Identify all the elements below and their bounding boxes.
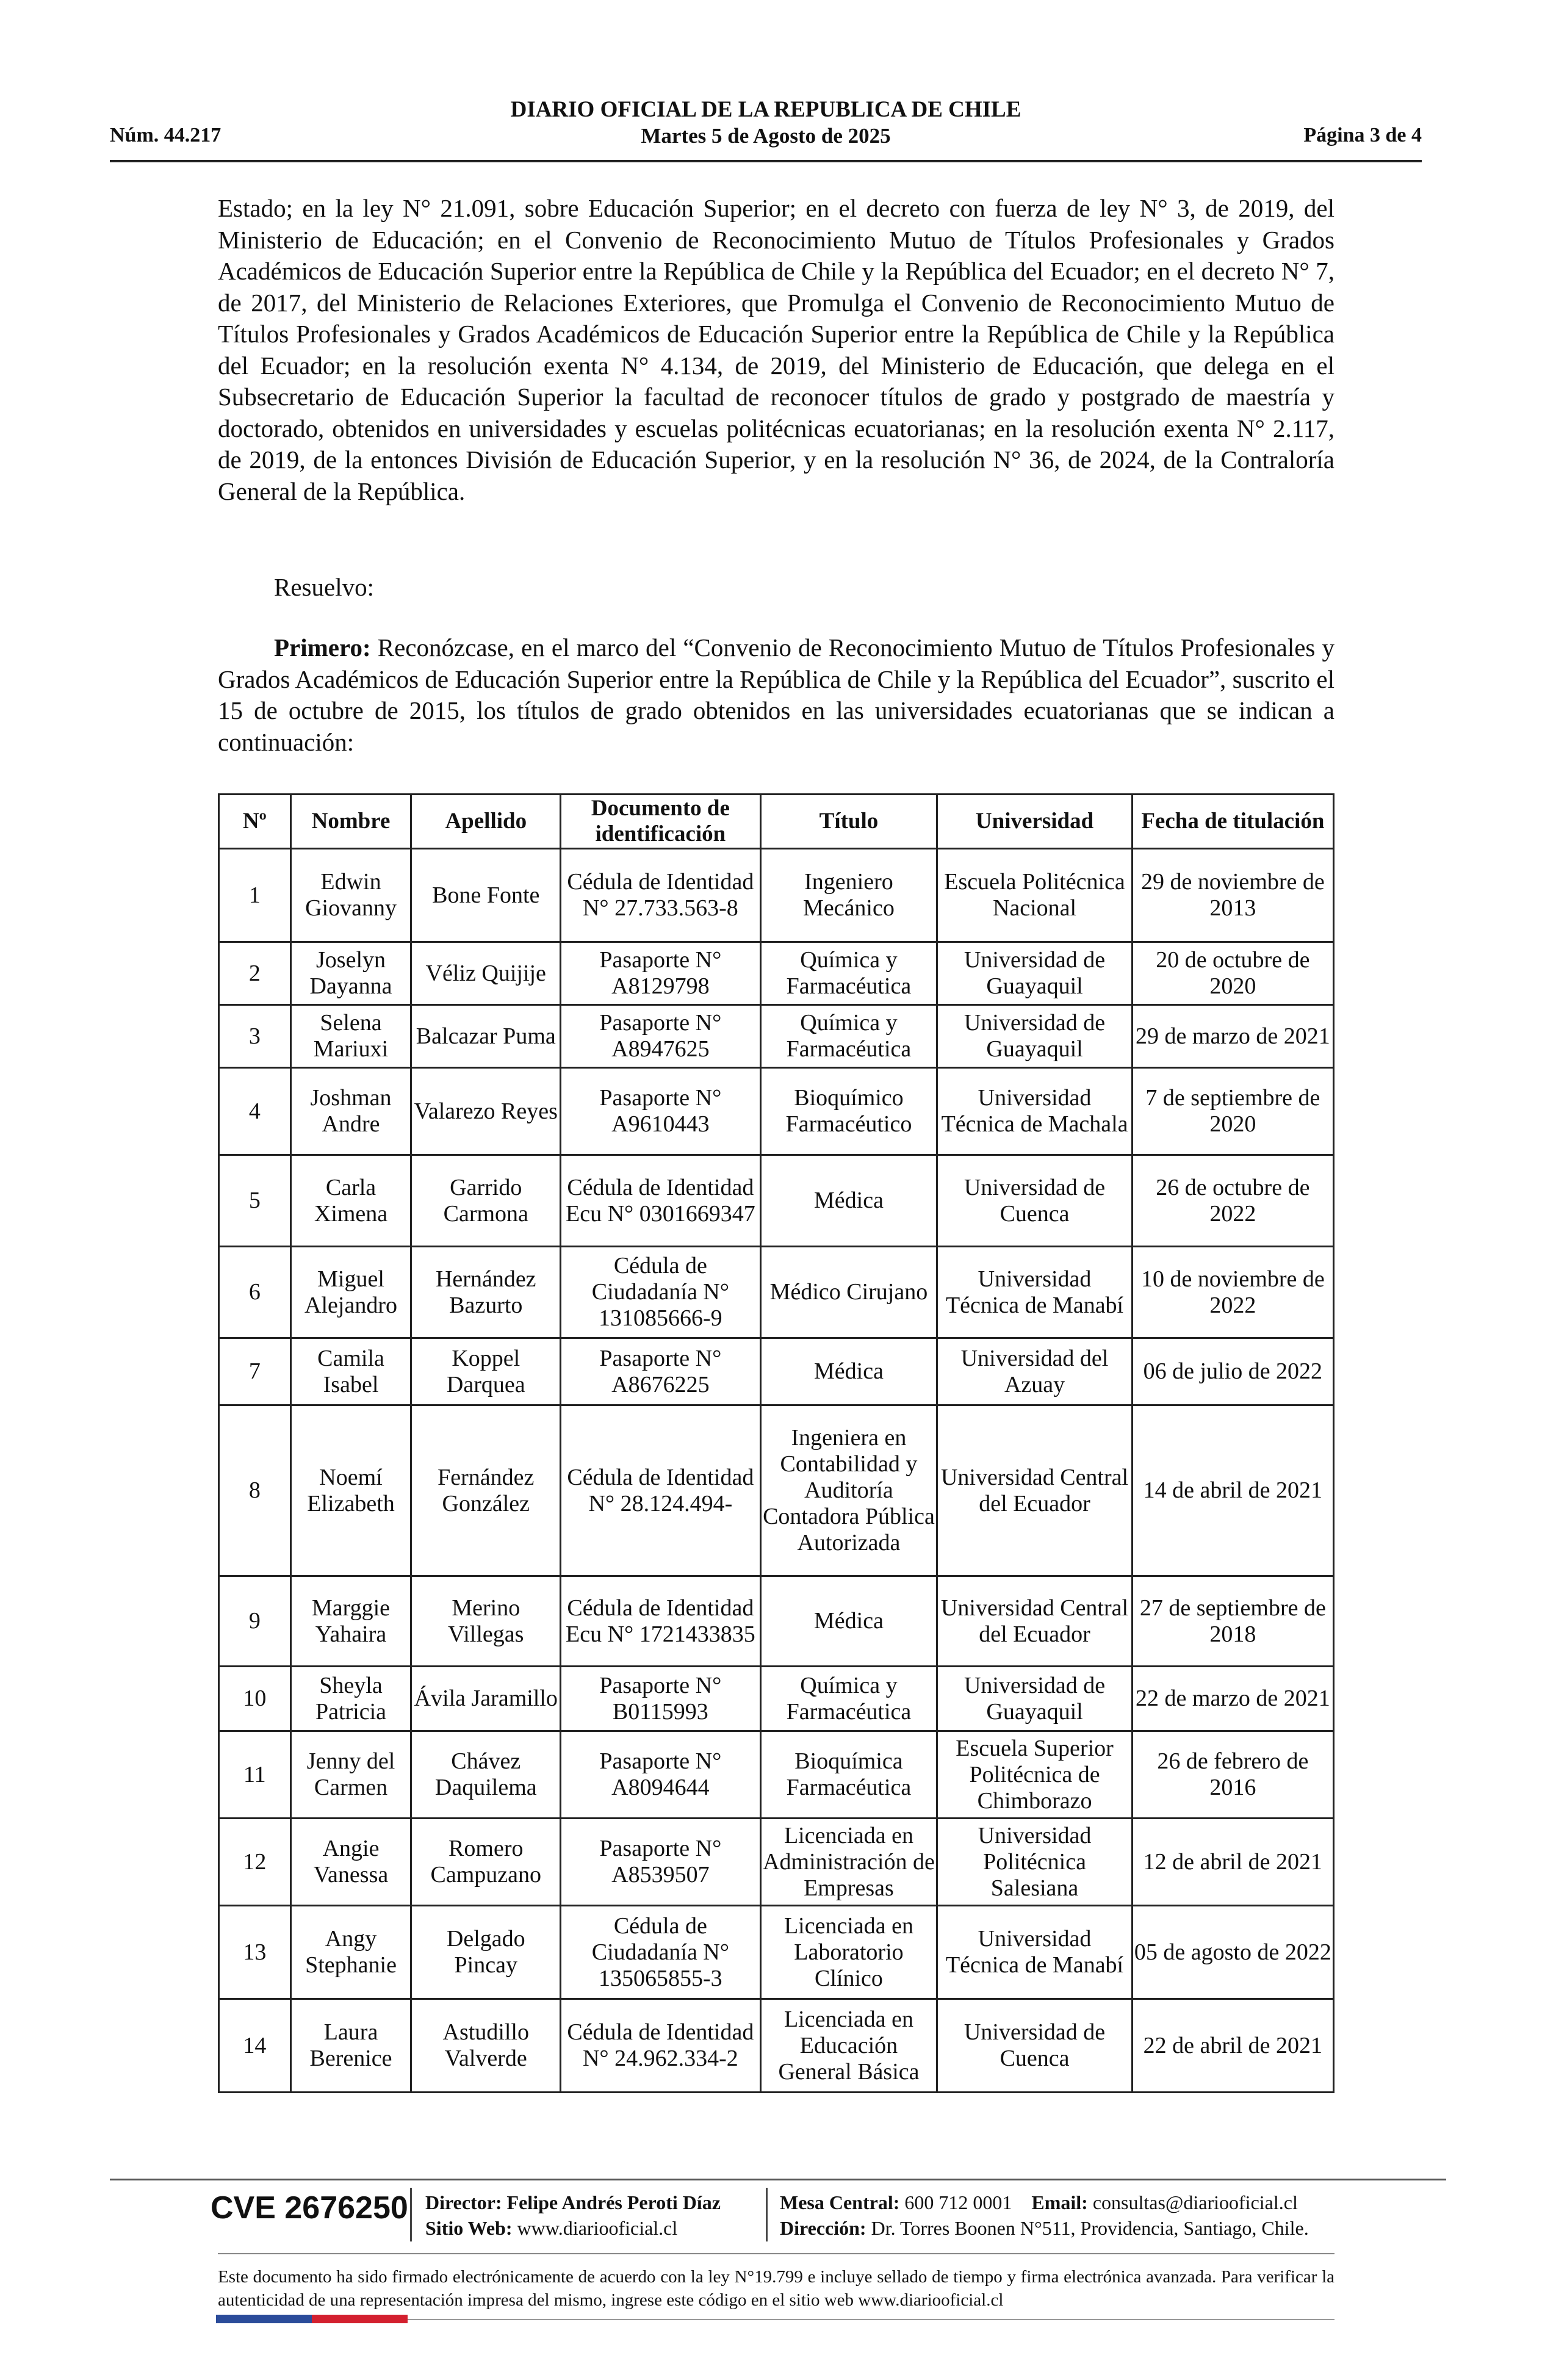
degree-cell: Médica	[760, 1155, 937, 1247]
first-name-cell: Selena Mariuxi	[290, 1005, 411, 1068]
table-row	[219, 942, 1334, 1005]
address-value: Dr. Torres Boonen N°511, Providencia, Santiago, Chile.	[871, 2217, 1309, 2239]
row-number-cell: 9	[219, 1576, 291, 1667]
email-link[interactable]: consultas@diariooficial.cl	[1092, 2191, 1298, 2213]
first-name-cell: Laura Berenice	[290, 1999, 411, 2093]
row-number-cell: 5	[219, 1155, 291, 1247]
table-row	[219, 1338, 1334, 1405]
row-number-cell: 3	[219, 1005, 291, 1068]
degree-cell: Licenciada en Laboratorio Clínico	[760, 1906, 937, 1999]
row-number-cell: 4	[219, 1068, 291, 1155]
university-cell: Universidad de Guayaquil	[937, 1005, 1132, 1068]
graduation-date-cell: 26 de octubre de 2022	[1132, 1155, 1333, 1247]
director-value: Felipe Andrés Peroti Díaz	[506, 2191, 721, 2213]
graduation-date-cell: 05 de agosto de 2022	[1132, 1906, 1333, 1999]
last-name-cell: Delgado Pincay	[411, 1906, 561, 1999]
degree-cell: Médico Cirujano	[760, 1247, 937, 1338]
university-cell: Universidad del Azuay	[937, 1338, 1132, 1405]
last-name-cell: Valarezo Reyes	[411, 1068, 561, 1155]
table-row	[219, 1005, 1334, 1068]
header-cell: Fecha de titulación	[1132, 795, 1333, 849]
university-cell: Universidad de Guayaquil	[937, 942, 1132, 1005]
id-document-cell: Cédula de Identidad Ecu N° 0301669347	[561, 1155, 760, 1247]
last-name-cell: Hernández Bazurto	[411, 1247, 561, 1338]
table-row	[219, 1247, 1334, 1338]
degree-cell: Bioquímico Farmacéutico	[760, 1068, 937, 1155]
footer-contact-block	[780, 2190, 1309, 2241]
university-cell: Universidad Técnica de Manabí	[937, 1247, 1132, 1338]
primero-label: Primero:	[274, 633, 371, 662]
address-label: Dirección:	[780, 2217, 866, 2239]
last-name-cell: Romero Campuzano	[411, 1819, 561, 1906]
id-document-cell: Pasaporte N° A8947625	[561, 1005, 760, 1068]
last-name-cell: Astudillo Valverde	[411, 1999, 561, 2093]
first-name-cell: Joselyn Dayanna	[290, 942, 411, 1005]
footer-separator	[410, 2188, 412, 2241]
id-document-cell: Pasaporte N° A8539507	[561, 1819, 760, 1906]
table-row	[219, 1819, 1334, 1906]
degree-cell: Ingeniero Mecánico	[760, 849, 937, 942]
graduation-date-cell: 22 de abril de 2021	[1132, 1999, 1333, 2093]
table-row	[219, 1731, 1334, 1819]
graduation-date-cell: 10 de noviembre de 2022	[1132, 1247, 1333, 1338]
publication-title: DIARIO OFICIAL DE LA REPUBLICA DE CHILE	[510, 97, 1021, 122]
first-name-cell: Angie Vanessa	[290, 1819, 411, 1906]
mesa-label: Mesa Central:	[780, 2191, 900, 2213]
university-cell: Escuela Politécnica Nacional	[937, 849, 1132, 942]
last-name-cell: Fernández González	[411, 1405, 561, 1576]
first-name-cell: Carla Ximena	[290, 1155, 411, 1247]
university-cell: Universidad Central del Ecuador	[937, 1405, 1132, 1576]
first-name-cell: Noemí Elizabeth	[290, 1405, 411, 1576]
id-document-cell: Pasaporte N° B0115993	[561, 1667, 760, 1731]
page-header	[110, 92, 1422, 162]
header-cell: Título	[760, 795, 937, 849]
id-document-cell: Pasaporte N° A9610443	[561, 1068, 760, 1155]
graduation-date-cell: 22 de marzo de 2021	[1132, 1667, 1333, 1731]
row-number-cell: 1	[219, 849, 291, 942]
id-document-cell: Cédula de Identidad N° 28.124.494-	[561, 1405, 760, 1576]
university-cell: Universidad Técnica de Manabí	[937, 1906, 1132, 1999]
row-number-cell: 6	[219, 1247, 291, 1338]
first-name-cell: Camila Isabel	[290, 1338, 411, 1405]
graduation-date-cell: 29 de noviembre de 2013	[1132, 849, 1333, 942]
first-name-cell: Marggie Yahaira	[290, 1576, 411, 1667]
table-row	[219, 1576, 1334, 1667]
page-number: Página 3 de 4	[1303, 124, 1422, 146]
footer-divider	[110, 2179, 1446, 2180]
director-label: Director:	[425, 2191, 502, 2213]
row-number-cell: 13	[219, 1906, 291, 1999]
university-cell: Escuela Superior Politécnica de Chimborazo	[937, 1731, 1132, 1819]
id-document-cell: Cédula de Identidad N° 27.733.563-8	[561, 849, 760, 942]
graduation-date-cell: 27 de septiembre de 2018	[1132, 1576, 1333, 1667]
row-number-cell: 12	[219, 1819, 291, 1906]
header-cell: Apellido	[411, 795, 561, 849]
graduation-date-cell: 14 de abril de 2021	[1132, 1405, 1333, 1576]
graduation-date-cell: 29 de marzo de 2021	[1132, 1005, 1333, 1068]
id-document-cell: Pasaporte N° A8676225	[561, 1338, 760, 1405]
last-name-cell: Balcazar Puma	[411, 1005, 561, 1068]
id-document-cell: Pasaporte N° A8094644	[561, 1731, 760, 1819]
last-name-cell: Véliz Quijije	[411, 942, 561, 1005]
flag-red-stripe	[312, 2315, 408, 2323]
footer-director-block	[425, 2190, 721, 2241]
signature-disclaimer: Este documento ha sido firmado electrónicamente de acuerdo con la ley N°19.799 e incluye sellado de tiempo y firma electrónica avanzada. Para verificar la autenticidad de una representación impresa del mismo, ingrese este código en el sitio web www.diariooficial.cl	[218, 2267, 1334, 2310]
university-cell: Universidad de Cuenca	[937, 1999, 1132, 2093]
row-number-cell: 8	[219, 1405, 291, 1576]
degree-cell: Química y Farmacéutica	[760, 1667, 937, 1731]
issue-date: Martes 5 de Agosto de 2025	[641, 124, 891, 148]
id-document-cell: Cédula de Identidad N° 24.962.334-2	[561, 1999, 760, 2093]
university-cell: Universidad de Cuenca	[937, 1155, 1132, 1247]
considerations-paragraph: Estado; en la ley N° 21.091, sobre Educación Superior; en el decreto con fuerza de ley N° 3, de 2019, del Ministerio de Educación; en el Convenio de Reconocimiento Mutuo de Títulos Profesionales y Grados Académicos de Educación Superior entre la República de Chile y la República del Ecuador; en el decreto N° 7, de 2017, del Ministerio de Relaciones Exteriores, que Promulga el Convenio de Reconocimiento Mutuo de Títulos Profesionales y Grados Académicos de Educación Superior entre la República de Chile y la República del Ecuador; en la resolución exenta N° 4.134, de 2019, del Ministerio de Educación, que delega en el Subsecretario de Educación Superior la facultad de reconocer títulos de grado y postgrado de maestría y doctorado, obtenidos en universidades y escuelas politécnicas ecuatorianas; en la resolución exenta N° 2.117, de 2019, de la entonces División de Educación Superior, y en la resolución N° 36, de 2024, de la Contraloría General de la República.	[218, 194, 1334, 505]
first-name-cell: Joshman Andre	[290, 1068, 411, 1155]
mesa-value: 600 712 0001	[904, 2191, 1012, 2213]
table-row	[219, 1906, 1334, 1999]
header-cell: Universidad	[937, 795, 1132, 849]
first-name-cell: Edwin Giovanny	[290, 849, 411, 942]
graduation-date-cell: 26 de febrero de 2016	[1132, 1731, 1333, 1819]
last-name-cell: Bone Fonte	[411, 849, 561, 942]
titles-table	[218, 793, 1334, 2093]
footer-divider	[218, 2253, 1334, 2254]
first-name-cell: Sheyla Patricia	[290, 1667, 411, 1731]
table-row	[219, 1999, 1334, 2093]
table-row	[219, 1405, 1334, 1576]
last-name-cell: Koppel Darquea	[411, 1338, 561, 1405]
primero-text: Reconózcase, en el marco del “Convenio de Reconocimiento Mutuo de Títulos Profesionales y Grados Académicos de Educación Superior entre la República de Chile y la República del Ecuador”, suscrito el 15 de octubre de 2015, los títulos de grado obtenidos en las universidades ecuatorianas que se indican a continuación:	[218, 633, 1334, 756]
graduation-date-cell: 06 de julio de 2022	[1132, 1338, 1333, 1405]
header-cell: Nombre	[290, 795, 411, 849]
footer-bottom-rule	[408, 2319, 1334, 2320]
id-document-cell: Pasaporte N° A8129798	[561, 942, 760, 1005]
table-header-row	[219, 795, 1334, 849]
first-name-cell: Jenny del Carmen	[290, 1731, 411, 1819]
id-document-cell: Cédula de Ciudadanía N° 135065855-3	[561, 1906, 760, 1999]
university-cell: Universidad Central del Ecuador	[937, 1576, 1132, 1667]
degree-cell: Licenciada en Administración de Empresas	[760, 1819, 937, 1906]
header-cell: Documento de identificación	[561, 795, 760, 849]
flag-stripe	[216, 2315, 408, 2323]
row-number-cell: 7	[219, 1338, 291, 1405]
university-cell: Universidad Técnica de Machala	[937, 1068, 1132, 1155]
degree-cell: Química y Farmacéutica	[760, 1005, 937, 1068]
id-document-cell: Cédula de Identidad Ecu N° 1721433835	[561, 1576, 760, 1667]
graduation-date-cell: 7 de septiembre de 2020	[1132, 1068, 1333, 1155]
primero-paragraph	[218, 632, 1334, 758]
degree-cell: Ingeniera en Contabilidad y Auditoría Contadora Pública Autorizada	[760, 1405, 937, 1576]
website-link[interactable]: www.diariooficial.cl	[517, 2217, 678, 2239]
row-number-cell: 2	[219, 942, 291, 1005]
website-label: Sitio Web:	[425, 2217, 513, 2239]
last-name-cell: Garrido Carmona	[411, 1155, 561, 1247]
row-number-cell: 14	[219, 1999, 291, 2093]
header-cell: Nº	[219, 795, 291, 849]
flag-blue-stripe	[216, 2315, 312, 2323]
last-name-cell: Chávez Daquilema	[411, 1731, 561, 1819]
email-label: Email:	[1031, 2191, 1088, 2213]
table-row	[219, 1155, 1334, 1247]
resuelvo-heading: Resuelvo:	[274, 573, 374, 601]
graduation-date-cell: 12 de abril de 2021	[1132, 1819, 1333, 1906]
degree-cell: Bioquímica Farmacéutica	[760, 1731, 937, 1819]
graduation-date-cell: 20 de octubre de 2020	[1132, 942, 1333, 1005]
degree-cell: Química y Farmacéutica	[760, 942, 937, 1005]
degree-cell: Médica	[760, 1576, 937, 1667]
degree-cell: Licenciada en Educación General Básica	[760, 1999, 937, 2093]
university-cell: Universidad de Guayaquil	[937, 1667, 1132, 1731]
last-name-cell: Merino Villegas	[411, 1576, 561, 1667]
first-name-cell: Angy Stephanie	[290, 1906, 411, 1999]
university-cell: Universidad Politécnica Salesiana	[937, 1819, 1132, 1906]
first-name-cell: Miguel Alejandro	[290, 1247, 411, 1338]
table-row	[219, 1068, 1334, 1155]
footer-separator	[766, 2188, 768, 2241]
row-number-cell: 10	[219, 1667, 291, 1731]
table-row	[219, 1667, 1334, 1731]
row-number-cell: 11	[219, 1731, 291, 1819]
degree-cell: Médica	[760, 1338, 937, 1405]
table-row	[219, 849, 1334, 942]
cve-code: CVE 2676250	[211, 2190, 408, 2226]
issue-number: Núm. 44.217	[110, 124, 222, 146]
table-body	[219, 849, 1334, 2093]
id-document-cell: Cédula de Ciudadanía N° 131085666-9	[561, 1247, 760, 1338]
last-name-cell: Ávila Jaramillo	[411, 1667, 561, 1731]
